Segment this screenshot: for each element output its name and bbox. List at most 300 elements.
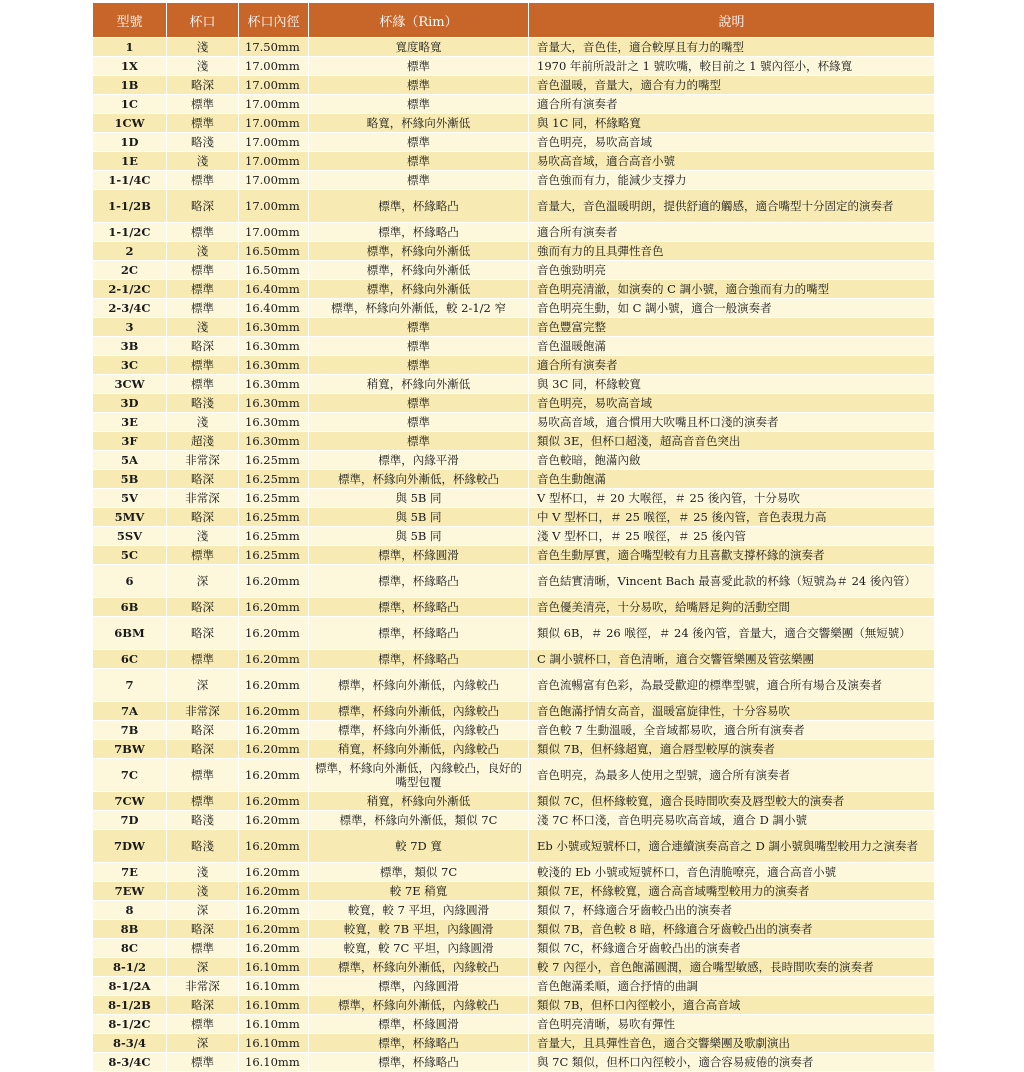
cell-model: 5SV	[93, 527, 167, 546]
cell-description: 音色明亮，易吹高音域	[529, 133, 935, 152]
cell-description: 音色飽滿抒情女高音，溫暖富旋律性，十分容易吹	[529, 702, 935, 721]
cell-model: 2C	[93, 261, 167, 280]
cell-cup-depth: 深	[167, 669, 239, 702]
cell-cup-diameter: 17.00mm	[239, 223, 309, 242]
table-row	[93, 740, 935, 759]
cell-model: 3C	[93, 356, 167, 375]
cell-cup-diameter: 16.20mm	[239, 901, 309, 920]
cell-rim: 標準，杯緣略凸	[309, 1053, 529, 1072]
cell-cup-depth: 標準	[167, 114, 239, 133]
table-row	[93, 394, 935, 413]
cell-rim: 標準	[309, 413, 529, 432]
cell-cup-depth: 淺	[167, 57, 239, 76]
table-row	[93, 1015, 935, 1034]
cell-model: 5B	[93, 470, 167, 489]
cell-rim: 標準，杯緣向外漸低，內緣較凸	[309, 996, 529, 1015]
cell-cup-diameter: 17.00mm	[239, 57, 309, 76]
cell-cup-depth: 略深	[167, 190, 239, 223]
cell-model: 1-1/4C	[93, 171, 167, 190]
cell-rim: 標準，杯緣略凸	[309, 650, 529, 669]
cell-model: 7C	[93, 759, 167, 792]
cell-rim: 標準，杯緣向外漸低	[309, 261, 529, 280]
cell-model: 5MV	[93, 508, 167, 527]
cell-rim: 標準	[309, 152, 529, 171]
cell-rim: 標準，杯緣略凸	[309, 1034, 529, 1053]
cell-description: 與 1C 同，杯緣略寬	[529, 114, 935, 133]
cell-model: 1E	[93, 152, 167, 171]
cell-cup-diameter: 16.30mm	[239, 413, 309, 432]
header-model: 型號	[93, 3, 167, 38]
table-row	[93, 617, 935, 650]
cell-description: 中 V 型杯口，＃ 25 喉徑，＃ 25 後內管，音色表現力高	[529, 508, 935, 527]
table-row	[93, 432, 935, 451]
cell-cup-diameter: 17.00mm	[239, 95, 309, 114]
cell-cup-depth: 標準	[167, 299, 239, 318]
table-row	[93, 375, 935, 394]
cell-rim: 標準，杯緣向外漸低，內緣較凸	[309, 702, 529, 721]
cell-model: 7EW	[93, 882, 167, 901]
table-row	[93, 489, 935, 508]
cell-cup-diameter: 16.20mm	[239, 669, 309, 702]
cell-model: 8	[93, 901, 167, 920]
cell-model: 7A	[93, 702, 167, 721]
cell-description: 強而有力的且具彈性音色	[529, 242, 935, 261]
cell-cup-diameter: 17.00mm	[239, 152, 309, 171]
cell-model: 3D	[93, 394, 167, 413]
cell-cup-depth: 略深	[167, 598, 239, 617]
cell-cup-depth: 略深	[167, 740, 239, 759]
cell-cup-diameter: 16.30mm	[239, 394, 309, 413]
cell-cup-depth: 略淺	[167, 133, 239, 152]
cell-model: 1B	[93, 76, 167, 95]
cell-model: 8-3/4	[93, 1034, 167, 1053]
cell-cup-depth: 略深	[167, 920, 239, 939]
table-row	[93, 242, 935, 261]
cell-cup-depth: 標準	[167, 792, 239, 811]
cell-cup-depth: 略淺	[167, 811, 239, 830]
cell-description: 類似 7B，但杯口內徑較小，適合高音域	[529, 996, 935, 1015]
cell-cup-depth: 標準	[167, 261, 239, 280]
cell-model: 8-1/2	[93, 958, 167, 977]
cell-cup-depth: 略淺	[167, 394, 239, 413]
cell-rim: 標準，杯緣向外漸低，較 2-1/2 窄	[309, 299, 529, 318]
cell-rim: 較 7E 稍寬	[309, 882, 529, 901]
cell-rim: 較寬，較 7C 平坦，內緣圓滑	[309, 939, 529, 958]
cell-rim: 標準	[309, 337, 529, 356]
cell-cup-diameter: 16.25mm	[239, 546, 309, 565]
cell-model: 8B	[93, 920, 167, 939]
cell-cup-depth: 淺	[167, 527, 239, 546]
table-row	[93, 318, 935, 337]
cell-model: 7D	[93, 811, 167, 830]
cell-description: 音色飽滿柔順，適合抒情的曲調	[529, 977, 935, 996]
cell-cup-diameter: 16.20mm	[239, 863, 309, 882]
table-row	[93, 508, 935, 527]
cell-cup-depth: 標準	[167, 939, 239, 958]
cell-model: 8C	[93, 939, 167, 958]
table-row	[93, 223, 935, 242]
table-row	[93, 598, 935, 617]
cell-rim: 略寬，杯緣向外漸低	[309, 114, 529, 133]
cell-cup-diameter: 17.00mm	[239, 190, 309, 223]
cell-rim: 標準，類似 7C	[309, 863, 529, 882]
cell-description: 較淺的 Eb 小號或短號杯口，音色清脆嘹亮，適合高音小號	[529, 863, 935, 882]
cell-cup-diameter: 16.30mm	[239, 356, 309, 375]
table-row	[93, 527, 935, 546]
cell-description: 音色溫暖飽滿	[529, 337, 935, 356]
cell-cup-diameter: 16.20mm	[239, 792, 309, 811]
cell-cup-diameter: 17.00mm	[239, 114, 309, 133]
cell-model: 8-1/2A	[93, 977, 167, 996]
cell-cup-diameter: 16.20mm	[239, 721, 309, 740]
cell-rim: 標準，杯緣向外漸低	[309, 242, 529, 261]
cell-description: 淺 7C 杯口淺，音色明亮易吹高音域，適合 D 調小號	[529, 811, 935, 830]
cell-description: 類似 7，杯緣適合牙齒較凸出的演奏者	[529, 901, 935, 920]
cell-description: 與 3C 同，杯緣較寬	[529, 375, 935, 394]
cell-cup-depth: 非常深	[167, 489, 239, 508]
cell-description: 易吹高音域，適合高音小號	[529, 152, 935, 171]
cell-description: 音色明亮，易吹高音域	[529, 394, 935, 413]
table-row	[93, 958, 935, 977]
cell-cup-diameter: 16.30mm	[239, 375, 309, 394]
cell-cup-diameter: 17.00mm	[239, 76, 309, 95]
cell-description: 類似 7E，杯緣較寬，適合高音域嘴型較用力的演奏者	[529, 882, 935, 901]
cell-model: 6C	[93, 650, 167, 669]
header-diameter: 杯口內徑	[239, 3, 309, 38]
cell-cup-diameter: 16.20mm	[239, 702, 309, 721]
cell-rim: 稍寬，杯緣向外漸低	[309, 375, 529, 394]
cell-model: 7B	[93, 721, 167, 740]
cell-description: 音色流暢富有色彩，為最受歡迎的標準型號，適合所有場合及演奏者	[529, 669, 935, 702]
table-row	[93, 133, 935, 152]
table-row	[93, 882, 935, 901]
cell-description: 類似 7B，但杯緣超寬，適合唇型較厚的演奏者	[529, 740, 935, 759]
cell-cup-diameter: 16.20mm	[239, 598, 309, 617]
cell-model: 1D	[93, 133, 167, 152]
cell-description: 音色生動飽滿	[529, 470, 935, 489]
cell-cup-depth: 標準	[167, 223, 239, 242]
cell-cup-depth: 標準	[167, 95, 239, 114]
cell-rim: 標準，杯緣向外漸低	[309, 280, 529, 299]
table-row	[93, 920, 935, 939]
cell-description: 適合所有演奏者	[529, 223, 935, 242]
cell-cup-depth: 標準	[167, 759, 239, 792]
table-row	[93, 261, 935, 280]
table-row	[93, 1034, 935, 1053]
cell-cup-depth: 標準	[167, 546, 239, 565]
table-row	[93, 470, 935, 489]
cell-model: 3F	[93, 432, 167, 451]
cell-model: 2-1/2C	[93, 280, 167, 299]
cell-cup-diameter: 16.30mm	[239, 318, 309, 337]
cell-cup-depth: 略深	[167, 337, 239, 356]
cell-description: 1970 年前所設計之 1 號吹嘴，較目前之 1 號內徑小，杯緣寬	[529, 57, 935, 76]
cell-rim: 標準，內緣圓滑	[309, 977, 529, 996]
cell-cup-depth: 淺	[167, 242, 239, 261]
cell-cup-diameter: 16.30mm	[239, 432, 309, 451]
table-row	[93, 830, 935, 863]
table-row	[93, 451, 935, 470]
cell-cup-depth: 深	[167, 958, 239, 977]
table-row	[93, 669, 935, 702]
table-row	[93, 337, 935, 356]
cell-description: 音色明亮，為最多人使用之型號，適合所有演奏者	[529, 759, 935, 792]
cell-description: 適合所有演奏者	[529, 356, 935, 375]
cell-rim: 標準，杯緣向外漸低，類似 7C	[309, 811, 529, 830]
cell-cup-diameter: 17.00mm	[239, 133, 309, 152]
cell-model: 6BM	[93, 617, 167, 650]
cell-cup-depth: 非常深	[167, 702, 239, 721]
cell-model: 1CW	[93, 114, 167, 133]
cell-description: 淺 V 型杯口，＃ 25 喉徑，＃ 25 後內管	[529, 527, 935, 546]
cell-description: Eb 小號或短號杯口，適合連續演奏高音之 D 調小號與嘴型較用力之演奏者	[529, 830, 935, 863]
cell-cup-depth: 淺	[167, 882, 239, 901]
table-row	[93, 299, 935, 318]
table-row	[93, 546, 935, 565]
cell-model: 5C	[93, 546, 167, 565]
cell-description: 與 7C 類似，但杯口內徑較小，適合容易疲倦的演奏者	[529, 1053, 935, 1072]
cell-model: 7	[93, 669, 167, 702]
cell-rim: 較寬，較 7B 平坦，內緣圓滑	[309, 920, 529, 939]
table-row	[93, 171, 935, 190]
cell-description: 音色豐富完整	[529, 318, 935, 337]
cell-cup-diameter: 16.40mm	[239, 299, 309, 318]
cell-cup-depth: 略深	[167, 721, 239, 740]
table-row	[93, 759, 935, 792]
cell-rim: 標準，杯緣略凸	[309, 565, 529, 598]
cell-cup-diameter: 16.25mm	[239, 508, 309, 527]
table-row	[93, 863, 935, 882]
cell-description: 音色結實清晰，Vincent Bach 最喜愛此款的杯緣（短號為＃ 24 後內管）	[529, 565, 935, 598]
cell-description: 音色明亮清晰，易吹有彈性	[529, 1015, 935, 1034]
cell-cup-depth: 深	[167, 565, 239, 598]
cell-model: 1	[93, 38, 167, 57]
cell-cup-diameter: 16.30mm	[239, 337, 309, 356]
cell-description: 類似 7B，音色較 8 暗，杯緣適合牙齒較凸出的演奏者	[529, 920, 935, 939]
cell-model: 5V	[93, 489, 167, 508]
table-row	[93, 280, 935, 299]
cell-rim: 標準，杯緣圓滑	[309, 546, 529, 565]
cell-cup-depth: 深	[167, 901, 239, 920]
cell-cup-depth: 略深	[167, 996, 239, 1015]
table-row	[93, 76, 935, 95]
cell-rim: 標準，內緣平滑	[309, 451, 529, 470]
cell-rim: 標準，杯緣向外漸低，內緣較凸	[309, 721, 529, 740]
cell-cup-depth: 深	[167, 1034, 239, 1053]
cell-cup-diameter: 16.10mm	[239, 1053, 309, 1072]
cell-description: 類似 7C，杯緣適合牙齒較凸出的演奏者	[529, 939, 935, 958]
cell-cup-diameter: 16.20mm	[239, 650, 309, 669]
header-description: 說明	[529, 3, 935, 38]
cell-description: 音色較暗，飽滿內斂	[529, 451, 935, 470]
cell-description: 類似 6B，＃ 26 喉徑，＃ 24 後內管，音量大，適合交響樂團（無短號）	[529, 617, 935, 650]
cell-cup-depth: 標準	[167, 356, 239, 375]
cell-description: 易吹高音域，適合慣用大吹嘴且杯口淺的演奏者	[529, 413, 935, 432]
cell-rim: 標準，杯緣圓滑	[309, 1015, 529, 1034]
cell-description: 較 7 內徑小，音色飽滿圓潤，適合嘴型敏感，長時間吹奏的演奏者	[529, 958, 935, 977]
cell-cup-diameter: 16.10mm	[239, 977, 309, 996]
cell-cup-diameter: 16.10mm	[239, 958, 309, 977]
table-body	[93, 38, 935, 1072]
table-row	[93, 901, 935, 920]
cell-description: 類似 3E，但杯口超淺，超高音音色突出	[529, 432, 935, 451]
cell-rim: 較 7D 寬	[309, 830, 529, 863]
cell-cup-depth: 淺	[167, 318, 239, 337]
cell-model: 1-1/2C	[93, 223, 167, 242]
cell-rim: 與 5B 同	[309, 508, 529, 527]
cell-rim: 標準，杯緣略凸	[309, 598, 529, 617]
table-row	[93, 565, 935, 598]
cell-cup-depth: 淺	[167, 863, 239, 882]
cell-rim: 標準	[309, 133, 529, 152]
cell-model: 6	[93, 565, 167, 598]
cell-rim: 標準	[309, 318, 529, 337]
cell-cup-diameter: 16.20mm	[239, 759, 309, 792]
cell-model: 7BW	[93, 740, 167, 759]
cell-rim: 稍寬，杯緣向外漸低，內緣較凸	[309, 740, 529, 759]
cell-cup-diameter: 17.50mm	[239, 38, 309, 57]
table-row	[93, 114, 935, 133]
cell-rim: 與 5B 同	[309, 527, 529, 546]
cell-cup-depth: 略深	[167, 617, 239, 650]
cell-description: 音色強勁明亮	[529, 261, 935, 280]
cell-model: 7CW	[93, 792, 167, 811]
cell-cup-diameter: 16.25mm	[239, 451, 309, 470]
cell-model: 2	[93, 242, 167, 261]
cell-cup-depth: 標準	[167, 1053, 239, 1072]
cell-rim: 標準，杯緣向外漸低，內緣較凸	[309, 958, 529, 977]
cell-model: 3	[93, 318, 167, 337]
cell-description: 音色溫暖，音量大，適合有力的嘴型	[529, 76, 935, 95]
cell-rim: 標準	[309, 76, 529, 95]
cell-cup-depth: 略深	[167, 508, 239, 527]
cell-rim: 標準	[309, 57, 529, 76]
table-row	[93, 650, 935, 669]
table-row	[93, 811, 935, 830]
cell-model: 6B	[93, 598, 167, 617]
cell-cup-depth: 標準	[167, 171, 239, 190]
cell-model: 3B	[93, 337, 167, 356]
cell-cup-diameter: 16.20mm	[239, 617, 309, 650]
table-row	[93, 996, 935, 1015]
cell-cup-diameter: 16.50mm	[239, 242, 309, 261]
cell-model: 1X	[93, 57, 167, 76]
cell-description: 音量大，音色溫暖明朗，提供舒適的觸感，適合嘴型十分固定的演奏者	[529, 190, 935, 223]
cell-cup-depth: 淺	[167, 152, 239, 171]
cell-description: 音色生動厚實，適合嘴型較有力且喜歡支撐杯緣的演奏者	[529, 546, 935, 565]
table-row	[93, 190, 935, 223]
table-row	[93, 792, 935, 811]
cell-rim: 標準，杯緣略凸	[309, 617, 529, 650]
table-header-row	[93, 3, 935, 38]
cell-cup-diameter: 16.25mm	[239, 489, 309, 508]
cell-description: 音量大，音色佳，適合較厚且有力的嘴型	[529, 38, 935, 57]
cell-cup-diameter: 16.20mm	[239, 740, 309, 759]
cell-rim: 標準	[309, 171, 529, 190]
cell-rim: 標準	[309, 95, 529, 114]
cell-cup-depth: 標準	[167, 650, 239, 669]
cell-cup-diameter: 16.20mm	[239, 811, 309, 830]
cell-description: 音色較 7 生動溫暖，全音域都易吹，適合所有演奏者	[529, 721, 935, 740]
table-row	[93, 721, 935, 740]
cell-rim: 寬度略寬	[309, 38, 529, 57]
table-row	[93, 152, 935, 171]
cell-description: C 調小號杯口，音色清晰，適合交響管樂團及管弦樂團	[529, 650, 935, 669]
mouthpiece-spec-table	[92, 2, 935, 1072]
cell-model: 3E	[93, 413, 167, 432]
table-row	[93, 57, 935, 76]
cell-cup-depth: 淺	[167, 38, 239, 57]
cell-cup-depth: 略深	[167, 76, 239, 95]
cell-description: V 型杯口，＃ 20 大喉徑，＃ 25 後內管，十分易吹	[529, 489, 935, 508]
header-rim: 杯緣（Rim）	[309, 3, 529, 38]
table-row	[93, 939, 935, 958]
cell-description: 音量大，且具彈性音色，適合交響樂團及歌劇演出	[529, 1034, 935, 1053]
table-row	[93, 702, 935, 721]
cell-rim: 標準，杯緣略凸	[309, 223, 529, 242]
cell-model: 7E	[93, 863, 167, 882]
cell-cup-diameter: 16.20mm	[239, 882, 309, 901]
header-cup: 杯口	[167, 3, 239, 38]
cell-cup-diameter: 16.20mm	[239, 920, 309, 939]
cell-cup-depth: 標準	[167, 280, 239, 299]
cell-rim: 較寬，較 7 平坦，內緣圓滑	[309, 901, 529, 920]
table-row	[93, 356, 935, 375]
cell-cup-depth: 非常深	[167, 451, 239, 470]
table-row	[93, 38, 935, 57]
cell-description: 音色明亮生動，如 C 調小號，適合一般演奏者	[529, 299, 935, 318]
cell-description: 音色優美清亮，十分易吹，給嘴唇足夠的活動空間	[529, 598, 935, 617]
cell-cup-depth: 標準	[167, 375, 239, 394]
cell-cup-diameter: 16.25mm	[239, 470, 309, 489]
cell-model: 2-3/4C	[93, 299, 167, 318]
cell-rim: 標準	[309, 432, 529, 451]
cell-cup-depth: 略淺	[167, 830, 239, 863]
cell-cup-diameter: 16.20mm	[239, 565, 309, 598]
cell-rim: 標準，杯緣略凸	[309, 190, 529, 223]
table-row	[93, 413, 935, 432]
cell-description: 類似 7C，但杯緣較寬，適合長時間吹奏及唇型較大的演奏者	[529, 792, 935, 811]
cell-model: 1-1/2B	[93, 190, 167, 223]
table-row	[93, 95, 935, 114]
cell-rim: 標準，杯緣向外漸低，杯緣較凸	[309, 470, 529, 489]
cell-model: 1C	[93, 95, 167, 114]
cell-cup-diameter: 16.10mm	[239, 996, 309, 1015]
cell-model: 3CW	[93, 375, 167, 394]
cell-cup-diameter: 16.10mm	[239, 1015, 309, 1034]
cell-cup-depth: 超淺	[167, 432, 239, 451]
cell-description: 音色明亮清澈，如演奏的 C 調小號，適合強而有力的嘴型	[529, 280, 935, 299]
cell-cup-depth: 非常深	[167, 977, 239, 996]
cell-model: 8-3/4C	[93, 1053, 167, 1072]
cell-cup-diameter: 16.20mm	[239, 939, 309, 958]
cell-model: 8-1/2C	[93, 1015, 167, 1034]
cell-cup-depth: 淺	[167, 413, 239, 432]
cell-description: 適合所有演奏者	[529, 95, 935, 114]
cell-cup-diameter: 16.50mm	[239, 261, 309, 280]
cell-cup-diameter: 16.10mm	[239, 1034, 309, 1053]
cell-rim: 標準	[309, 356, 529, 375]
cell-model: 8-1/2B	[93, 996, 167, 1015]
table-row	[93, 977, 935, 996]
cell-rim: 標準，杯緣向外漸低，內緣較凸	[309, 669, 529, 702]
cell-cup-depth: 略深	[167, 470, 239, 489]
cell-model: 7DW	[93, 830, 167, 863]
cell-description: 音色強而有力，能減少支撐力	[529, 171, 935, 190]
cell-model: 5A	[93, 451, 167, 470]
cell-rim: 標準，杯緣向外漸低，內緣較凸，良好的嘴型包覆	[309, 759, 529, 792]
table-row	[93, 1053, 935, 1072]
